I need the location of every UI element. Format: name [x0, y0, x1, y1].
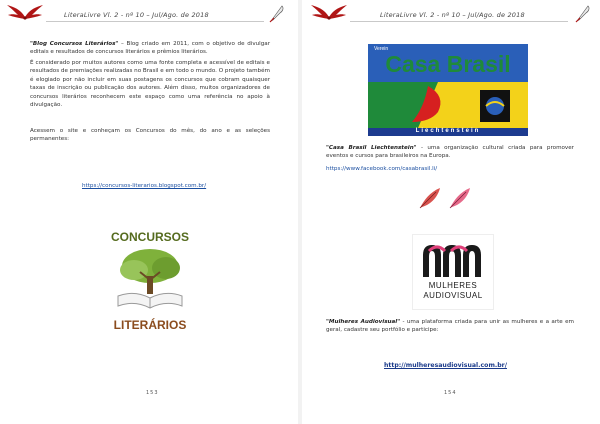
- feather-icon: [448, 186, 472, 210]
- bird-logo-icon: [310, 3, 348, 23]
- header-rule: [46, 21, 264, 22]
- concursos-link[interactable]: https://concursos-literarios.blogspot.com.br/: [82, 183, 207, 189]
- header-rule: [350, 21, 568, 22]
- feather-icon: [418, 186, 442, 210]
- casa-logo-shapes: [368, 82, 528, 128]
- concursos-literarios-logo: [100, 230, 200, 342]
- inkwell-quill-icon: [268, 3, 286, 23]
- book-tree-icon: [112, 246, 188, 316]
- casa-brasil-logo: [368, 44, 528, 136]
- mulheres-logo-line1: MULHERES: [428, 281, 478, 290]
- paragraph-2: É considerado por muitos autores como uma fonte completa e acessível de editais e resultados de premiações realizadas no Brasil e em todo o mundo. O projeto também é elogiado por não incluir em suas postagens os concursos que cobram quaisquer taxas de inscrição ou publicação dos autores. Além disso, muitos organizadores de concursos literários reconhecem este espaço como uma referência no apoio à divulgação.: [30, 60, 270, 109]
- mulheres-audiovisual-logo: [412, 234, 494, 310]
- page-number-right: 154: [444, 390, 457, 396]
- mulheres-m-icon: [421, 241, 485, 279]
- casa-logo-title: Casa Brasil: [385, 51, 511, 77]
- left-page: [0, 0, 298, 424]
- right-page: [302, 0, 600, 424]
- page-number-left: 153: [146, 390, 159, 396]
- intro-title: "Blog Concursos Literários": [30, 41, 119, 47]
- mulheres-logo-line2: AUDIOVISUAL: [423, 291, 483, 300]
- bird-logo-icon: [6, 3, 44, 23]
- header-text: LiteraLivre Vl. 2 - nº 10 – Jul/Ago. de 2018: [64, 11, 209, 19]
- logo-text-top: CONCURSOS: [110, 230, 189, 244]
- intro-text: – Blog criado em 2011, com o objetivo de divulgar editais e resultados de concursos literários e prêmios literários.: [30, 41, 271, 56]
- inkwell-quill-icon: [574, 3, 592, 23]
- logo-text-bottom: LITERÁRIOS: [113, 318, 187, 332]
- casa-logo-small-text: Verein: [374, 46, 389, 52]
- paragraph-3: Acessem o site e conheçam os Concursos do mês, do ano e as seleções permanentes:: [30, 128, 270, 143]
- casa-title: "Casa Brasil Liechtenstein": [326, 145, 417, 151]
- mulheres-text: - uma plataforma criada para unir as mulheres e a arte em geral, cadastre seu portfólio e participe:: [326, 319, 574, 334]
- mulheres-title: "Mulheres Audiovisual": [326, 319, 401, 325]
- mulheres-link[interactable]: http://mulheresaudiovisual.com.br/: [384, 362, 507, 369]
- header-text: LiteraLivre Vl. 2 - nº 10 – Jul/Ago. de 2018: [380, 11, 525, 19]
- casa-logo-subtitle: Liechtenstein: [415, 128, 481, 134]
- casa-text: - uma organização cultural criada para promover eventos e cursos para brasileiros na Europa.: [326, 145, 574, 160]
- casa-paragraph: [326, 144, 574, 161]
- mulheres-paragraph: [326, 318, 574, 335]
- intro-paragraph: [30, 40, 270, 57]
- casa-link[interactable]: https://www.facebook.com/casabrasil.li/: [326, 166, 438, 172]
